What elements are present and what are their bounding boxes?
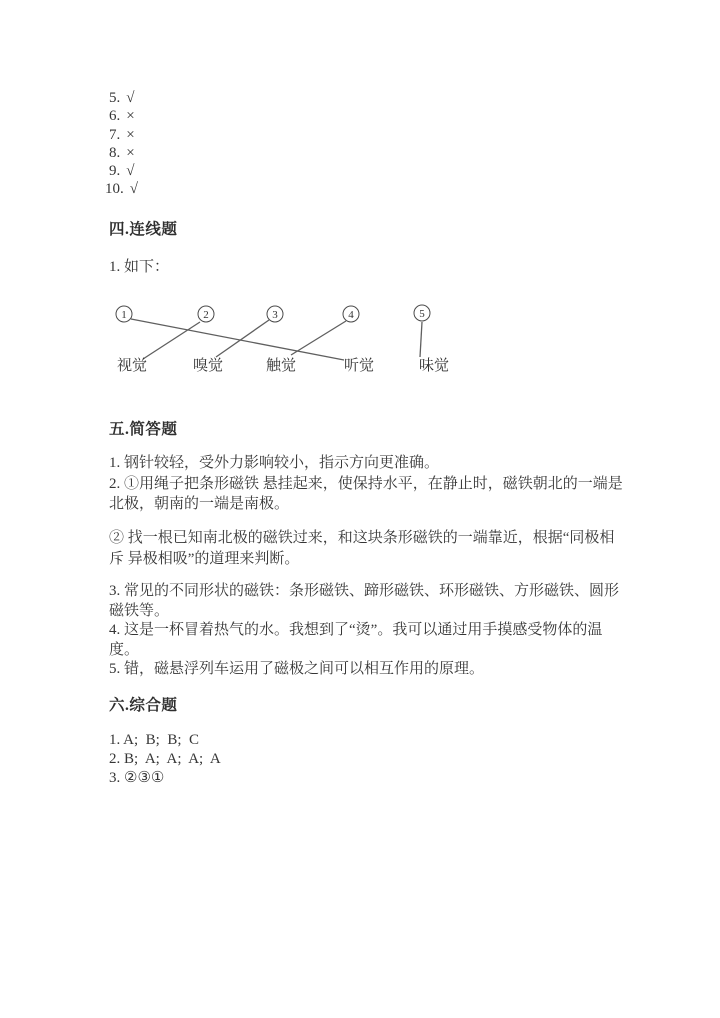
short-answer-group-a — [109, 453, 639, 515]
cross-mark: × — [126, 144, 135, 161]
judgement-answer — [109, 107, 138, 125]
answer-line: 3. 常见的不同形状的磁铁：条形磁铁、蹄形磁铁、环形磁铁、方形磁铁、圆形 — [109, 583, 620, 599]
answer-line: 1. A; B; B; C — [109, 732, 200, 748]
matching-intro: 1. 如下： — [109, 259, 170, 275]
answer-line: 北极，朝南的一端是南极。 — [109, 496, 290, 512]
answer-line: 2. B; A; A; A; A — [109, 751, 221, 767]
answer-line: 4. 这是一杯冒着热气的水。我想到了“烫”。我可以通过用手摸感受物体的温 — [109, 622, 603, 638]
judgement-answer — [109, 89, 138, 107]
check-mark: √ — [126, 163, 135, 180]
section-heading-comprehensive: 六.综合题 — [109, 697, 178, 714]
circled-number-2-digit: 2 — [203, 309, 209, 321]
sense-label-vision: 视觉 — [116, 358, 148, 374]
match-line-3-smell — [216, 320, 269, 357]
answer-line: 2. ①用绳子把条形磁铁 悬挂起来，使保持水平，在静止时，磁铁朝北的一端是 — [109, 475, 623, 492]
short-answer-group-b — [109, 528, 639, 569]
sense-label-hearing: 听觉 — [343, 358, 375, 374]
match-line-5-taste — [420, 322, 422, 357]
judgement-number: 5. — [109, 90, 121, 106]
judgement-answer — [105, 180, 138, 198]
sense-label-touch: 触觉 — [265, 358, 297, 374]
matching-diagram — [100, 296, 480, 388]
circled-number-1-digit: 1 — [121, 309, 127, 321]
short-answer-group-c — [109, 582, 639, 680]
judgement-number: 6. — [109, 108, 121, 125]
judgement-answer — [109, 144, 138, 162]
check-mark: √ — [126, 90, 135, 106]
circled-number-5-digit: 5 — [419, 308, 425, 320]
judgement-number: 9. — [109, 163, 121, 180]
cross-mark: × — [126, 108, 135, 125]
answer-line: 1. 钢针较轻，受外力影响较小，指示方向更准确。 — [109, 455, 440, 471]
judgement-number: 8. — [109, 144, 121, 161]
judgement-answer-list — [105, 89, 138, 199]
match-line-1-hearing — [131, 319, 344, 360]
answer-line: 5. 错，磁悬浮列车运用了磁极之间可以相互作用的原理。 — [109, 661, 485, 677]
section-heading-matching: 四.连线题 — [109, 221, 178, 238]
sense-label-smell: 嗅觉 — [192, 358, 224, 374]
sense-label-taste: 味觉 — [418, 358, 450, 374]
check-mark: √ — [129, 181, 138, 198]
section-heading-short-answer: 五.简答题 — [109, 421, 178, 438]
judgement-answer — [109, 162, 138, 180]
judgement-number: 7. — [109, 126, 121, 143]
comprehensive-answer-list — [109, 731, 221, 788]
cross-mark: × — [126, 126, 135, 143]
answer-line: 3. ②③① — [109, 770, 165, 786]
match-line-4-touch — [291, 321, 346, 355]
answer-line: 度。 — [109, 641, 140, 658]
judgement-answer — [109, 126, 138, 144]
answer-line: 磁铁等。 — [109, 602, 170, 619]
answer-line: 斥 异极相吸”的道理来判断。 — [109, 550, 300, 567]
judgement-number: 10. — [105, 181, 124, 198]
circled-number-3-digit: 3 — [272, 309, 278, 321]
match-line-2-vision — [143, 322, 200, 359]
circled-number-4-digit: 4 — [348, 309, 354, 321]
answer-line: ② 找一根已知南北极的磁铁过来，和这块条形磁铁的一端靠近，根据“同极相 — [109, 530, 615, 546]
